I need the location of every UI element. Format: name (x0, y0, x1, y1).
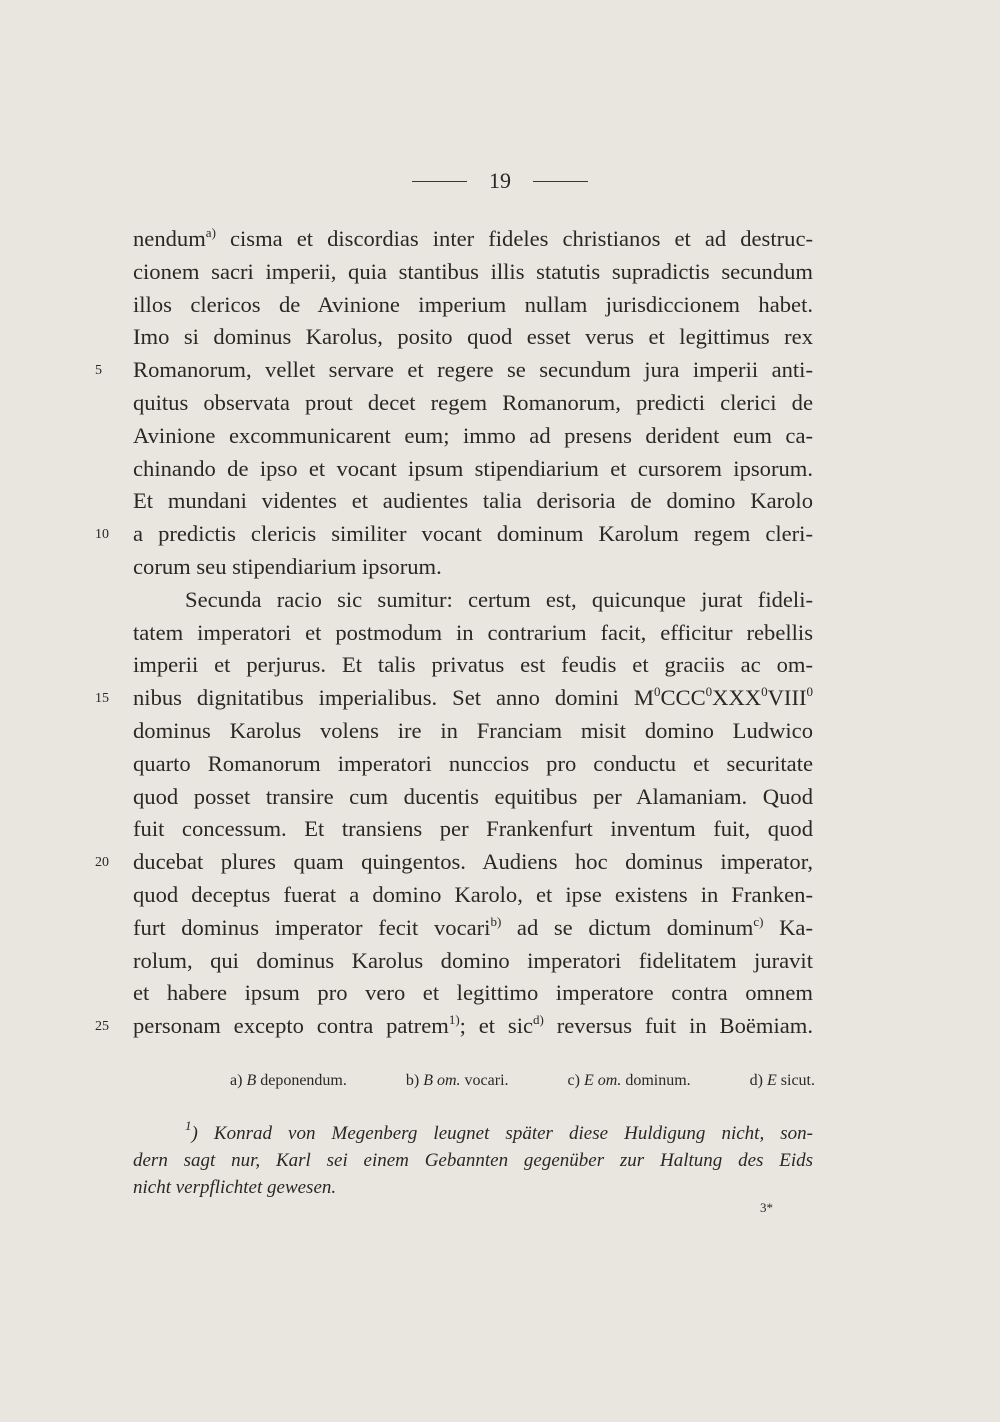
text-line (0, 781, 1000, 814)
line-number: 5 (95, 363, 102, 379)
text-line (0, 256, 1000, 289)
text-line (0, 1010, 1000, 1043)
line-text: quarto Romanorum imperatori nunccios pro conductu et securitate (133, 750, 813, 776)
line-text: et habere ipsum pro vero et legittimo imperatore contra omnem (133, 980, 813, 1006)
text-line (0, 912, 1000, 945)
line-number: 15 (95, 691, 109, 707)
text-line (0, 453, 1000, 486)
text-line (0, 748, 1000, 781)
line-text: Romanorum, vellet servare et regere se secundum jura imperii anti- (133, 357, 813, 383)
header-rule-left (412, 181, 467, 182)
variant-reading: d) E sicut. (749, 1072, 815, 1089)
text-line (0, 518, 1000, 551)
text-line (0, 387, 1000, 420)
text-line (0, 321, 1000, 354)
line-text: imperii et perjurus. Et talis privatus est feudis et graciis ac om- (133, 652, 813, 678)
line-text: corum seu stipendiarium ipsorum. (133, 553, 442, 579)
line-text: a predictis clericis similiter vocant dominum Karolum regem cleri- (133, 521, 813, 547)
text-line (0, 649, 1000, 682)
line-text: quitus observata prout decet regem Romanorum, predicti clerici de (133, 389, 813, 415)
line-text: nendum$^{a)}$ cisma et discordias inter fideles christianos et ad destruc- (133, 225, 813, 251)
header-rule-right (533, 181, 588, 182)
text-line (0, 846, 1000, 879)
footnote-line: nicht verpflichtet gewesen. (133, 1177, 337, 1198)
line-text: cionem sacri imperii, quia stantibus illis statutis supradictis secundum (133, 258, 813, 284)
line-text: Secunda racio sic sumitur: certum est, quicunque jurat fideli- (185, 586, 813, 612)
footnote-line: dern sagt nur, Karl sei einem Gebannten gegenüber zur Haltung des Eids (133, 1150, 813, 1171)
text-line (0, 289, 1000, 322)
apparatus-criticus (230, 1072, 815, 1090)
text-line (0, 617, 1000, 650)
line-text: dominus Karolus volens ire in Franciam misit domino Ludwico (133, 717, 813, 743)
line-text: furt dominus imperator fecit vocari$^{b)}$ ad se dictum dominum$^{c)}$ Ka- (133, 913, 813, 940)
line-text: Et mundani videntes et audientes talia derisoria de domino Karolo (133, 488, 813, 514)
text-line (0, 584, 1000, 617)
text-line (0, 813, 1000, 846)
variant-reading: b) B om. vocari. (405, 1072, 509, 1089)
text-line (0, 977, 1000, 1010)
line-text: chinando de ipso et vocant ipsum stipendiarium et cursorem ipsorum. (133, 455, 813, 481)
text-line (0, 715, 1000, 748)
text-line (0, 223, 1000, 256)
footnote (133, 1120, 813, 1201)
line-number: 20 (95, 855, 109, 871)
variant-reading: a) B deponendum. (230, 1072, 347, 1089)
page-number: 19 (489, 168, 511, 193)
text-line (0, 945, 1000, 978)
line-number: 25 (95, 1019, 109, 1035)
text-line (0, 551, 1000, 584)
variant-reading: c) E om. dominum. (567, 1072, 691, 1089)
line-text: personam excepto contra patrem$^{1)}$; et sic$^{d)}$ reversus fuit in Boëmiam. (133, 1012, 813, 1039)
text-line (0, 682, 1000, 715)
line-text: quod deceptus fuerat a domino Karolo, et ipse existens in Franken- (133, 881, 813, 907)
line-number: 10 (95, 527, 109, 543)
signature-mark: 3* (760, 1200, 773, 1215)
main-text (0, 223, 1000, 1043)
line-text: illos clericos de Avinione imperium nullam jurisdiccionem habet. (133, 291, 813, 317)
line-text: Avinione excommunicarent eum; immo ad presens derident eum ca- (133, 422, 813, 448)
page-header (0, 168, 1000, 194)
line-text: tatem imperatori et postmodum in contrarium facit, efficitur rebellis (133, 619, 813, 645)
footnote-line: $^1$) Konrad von Megenberg leugnet später diese Huldigung nicht, son- (185, 1118, 813, 1144)
line-text: fuit concessum. Et transiens per Frankenfurt inventum fuit, quod (133, 816, 813, 842)
line-text: quod posset transire cum ducentis equitibus per Alamaniam. Quod (133, 783, 813, 809)
text-line (0, 354, 1000, 387)
line-text: Imo si dominus Karolus, posito quod esset verus et legittimus rex (133, 324, 813, 350)
text-line (0, 420, 1000, 453)
line-text: ducebat plures quam quingentos. Audiens hoc dominus imperator, (133, 849, 813, 875)
line-text: nibus dignitatibus imperialibus. Set anno domini $M^0CCC^0XXX^0VIII^0$ (133, 684, 813, 711)
text-line (0, 879, 1000, 912)
text-line (0, 485, 1000, 518)
line-text: rolum, qui dominus Karolus domino imperatori fidelitatem juravit (133, 947, 813, 973)
